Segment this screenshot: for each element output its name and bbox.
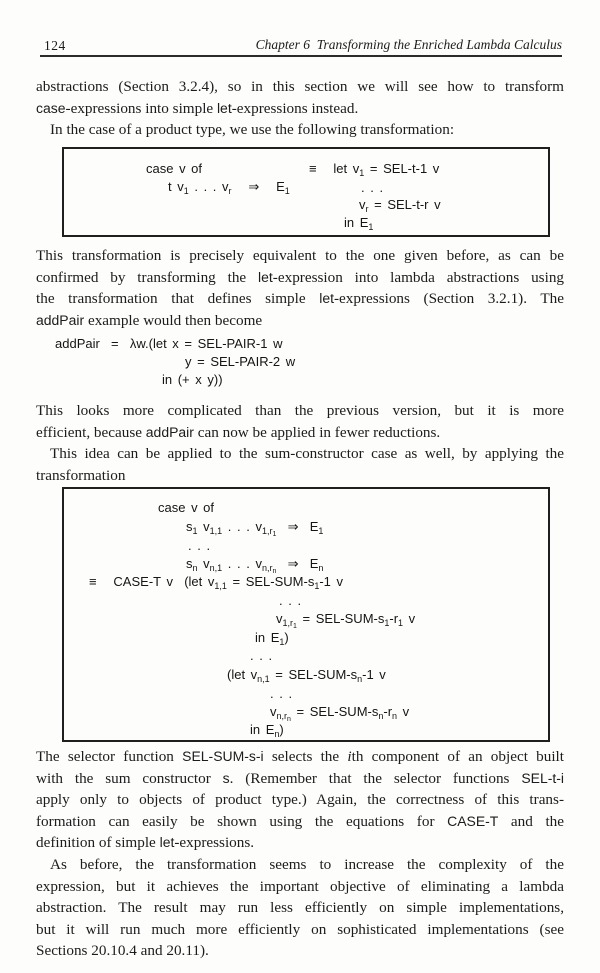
code-line: in $E_n$): [250, 722, 284, 739]
text-line: In the case of a product type, we use the following transformation:: [50, 121, 455, 139]
code-line: case v of: [146, 161, 203, 176]
code-line: in $E_1$: [344, 215, 374, 232]
text-line: The selector function SEL-SUM-s-i selects the ith component of an object built: [36, 748, 564, 765]
paragraph-intro: [36, 76, 564, 141]
text-line: This transformation is precisely equivalent to the one given before, as can be: [36, 247, 564, 264]
code-line: $v_r = SEL-t-r$ v: [359, 197, 441, 214]
code-line: . . .: [279, 593, 302, 608]
code-line: (let $v_{n,1} = SEL-SUM-s_n-1$ v: [227, 667, 386, 684]
code-line: . . .: [188, 538, 211, 553]
paragraph-selector-discussion: [36, 746, 564, 962]
paragraph-equivalence: [36, 245, 564, 331]
addpair-code-example: [0, 336, 600, 396]
code-line: ≡ let $v_1 = SEL-t-1$ v: [309, 161, 440, 178]
paragraph-efficiency: [36, 400, 564, 486]
text-line: formation can easily be shown using the equations for CASE-T and the: [36, 812, 564, 830]
code-line: . . .: [361, 180, 384, 195]
text-line: definition of simple let-expressions.: [36, 834, 255, 852]
header-rule: [40, 55, 562, 57]
text-line: This idea can be applied to the sum-constructor case as well, by applying the: [50, 445, 564, 463]
text-line: As before, the transformation seems to increase the complexity of the: [50, 855, 564, 873]
text-line: with the sum constructor s. (Remember that the selector functions SEL-t-i: [36, 769, 564, 787]
code-line: in (+ x y)): [162, 372, 223, 387]
text-line: but it will run much more efficiently on sophisticated implementations (see: [36, 920, 564, 938]
text-line: abstraction. The result may run less efficiently on simple implementations,: [36, 899, 564, 917]
code-line: $v_{1,r_1} = SEL-SUM-s_1-r_1$ v: [276, 611, 416, 630]
code-line: ≡ CASE-T v (let $v_{1,1} = SEL-SUM-s_1-1$ v: [89, 574, 344, 591]
code-line: t $v_1$ . . . $v_r$ ⇒ $E_1$: [168, 179, 290, 196]
code-line: addPair = λw.(let x = SEL-PAIR-1 w: [55, 336, 283, 351]
text-line: efficient, because addPair can now be applied in fewer reductions.: [36, 423, 441, 441]
text-line: the transformation that defines simple let-expressions (Section 3.2.1). The: [36, 290, 564, 308]
code-line: in $E_1$): [255, 630, 289, 647]
text-line: abstractions (Section 3.2.4), so in this section we will see how to transform: [36, 78, 564, 95]
page-number: 124: [44, 38, 66, 53]
text-line: Sections 20.10.4 and 20.11).: [36, 942, 209, 960]
code-line: $s_n$ $v_{n,1}$ . . . $v_{n,r_n}$ ⇒ $E_n$: [186, 556, 324, 575]
text-line: addPair example would then become: [36, 311, 263, 329]
text-line: case-expressions into simple let-expressions instead.: [36, 99, 359, 117]
code-line: $v_{n,r_n} = SEL-SUM-s_n-r_n$ v: [270, 704, 410, 723]
text-line: transformation: [36, 466, 126, 484]
code-line: . . .: [270, 686, 293, 701]
text-line: apply only to objects of product type.) Again, the correctness of this trans-: [36, 791, 564, 809]
text-line: expression, but it achieves the important objective of eliminating a lambda: [36, 877, 564, 895]
sum-case-transformation-box: [62, 487, 550, 742]
text-line: This looks more complicated than the previous version, but it is more: [36, 402, 564, 419]
text-line: confirmed by transforming the let-expression into lambda abstractions using: [36, 268, 564, 286]
code-line: case v of: [158, 500, 215, 515]
code-line: y = SEL-PAIR-2 w: [185, 354, 296, 369]
code-line: $s_1$ $v_{1,1}$ . . . $v_{1,r_1}$ ⇒ $E_1$: [186, 519, 324, 538]
product-case-transformation-box: [62, 147, 550, 237]
code-line: . . .: [250, 648, 273, 663]
running-header-chapter-title: Chapter 6 Transforming the Enriched Lambda Calculus: [255, 37, 562, 52]
